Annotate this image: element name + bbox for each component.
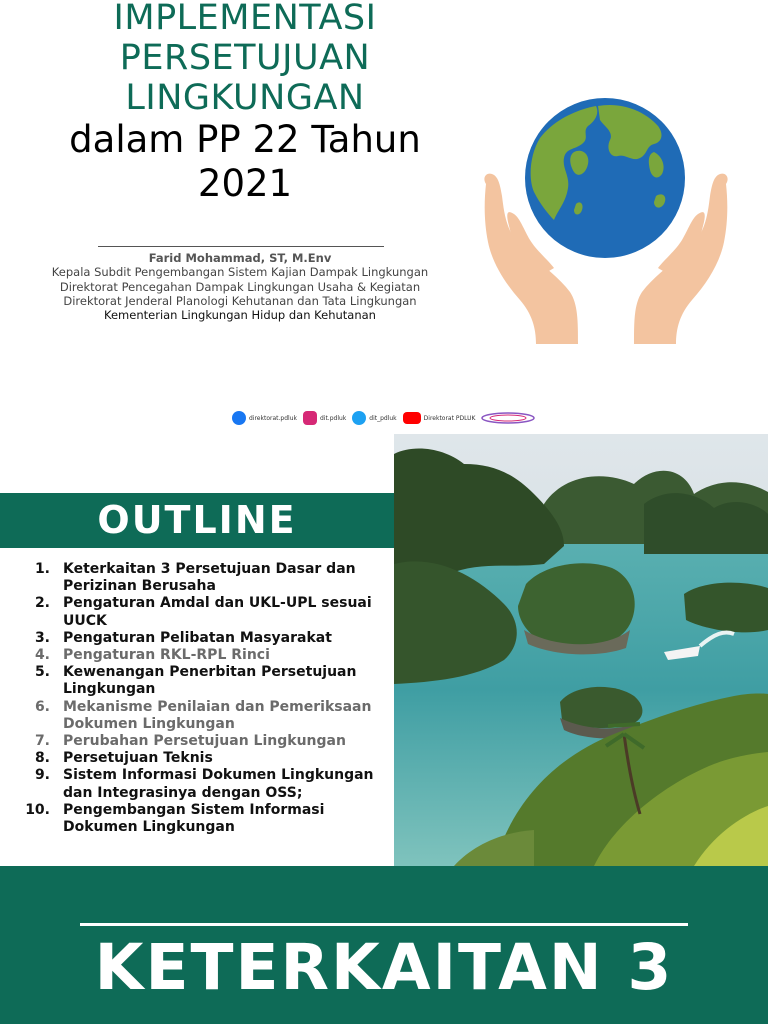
author-name: Farid Mohammad, ST, M.Env — [148, 251, 332, 265]
outline-item-2: 2. Pengaturan Amdal dan UKL-UPL sesuai UUCK — [34, 595, 372, 629]
island-landscape-photo — [394, 434, 768, 866]
title-line-1: IMPLEMENTASI — [113, 0, 377, 38]
outline-list — [0, 561, 394, 836]
instagram-icon — [303, 411, 317, 425]
outline-item-4: 4. Pengaturan RKL-RPL Rinci — [34, 647, 270, 664]
social-youtube[interactable]: Direktorat PDLUK — [403, 412, 476, 424]
outline-item-5: 5. Kewenangan Penerbitan Persetujuan Lingkungan — [34, 664, 357, 698]
outline-heading: OUTLINE — [97, 498, 297, 542]
outline-item-9: 9. Sistem Informasi Dokumen Lingkungan dan Integrasinya dengan OSS; — [34, 767, 374, 801]
brand-logo — [481, 412, 535, 424]
author-ministry: Kementerian Lingkungan Hidup dan Kehutanan — [104, 308, 376, 323]
outline-item-3: 3. Pengaturan Pelibatan Masyarakat — [34, 629, 332, 646]
title-line-2: PERSETUJUAN — [119, 38, 371, 78]
outline-slide — [0, 434, 768, 866]
subtitle-line-1: dalam PP 22 Tahun — [69, 118, 421, 161]
outline-item-1: 1. Keterkaitan 3 Persetujuan Dasar dan Perizinan Berusaha — [34, 561, 356, 595]
author-divider — [98, 246, 384, 247]
outline-item-7: 7. Perubahan Persetujuan Lingkungan — [34, 733, 346, 750]
twitter-icon — [352, 411, 366, 425]
section-divider — [80, 923, 688, 926]
author-directorate-general: Direktorat Jenderal Planologi Kehutanan dan Tata Lingkungan — [63, 293, 417, 308]
social-media-bar — [232, 408, 535, 428]
brand-logo-icon — [481, 412, 535, 424]
outline-item-10: 10. Pengembangan Sistem Informasi Dokumen Lingkungan — [25, 801, 325, 836]
social-instagram[interactable]: dit.pdluk — [303, 411, 346, 425]
section-title: KETERKAITAN 3 — [94, 931, 674, 1004]
slide-title — [0, 0, 490, 206]
globe-in-hands-illustration — [478, 92, 734, 344]
facebook-icon — [232, 411, 246, 425]
title-slide — [0, 0, 768, 435]
social-facebook[interactable]: direktorat.pdluk — [232, 411, 297, 425]
subtitle-line-2: 2021 — [197, 162, 293, 205]
outline-item-8: 8. Persetujuan Teknis — [34, 750, 213, 767]
author-position: Kepala Subdit Pengembangan Sistem Kajian Dampak Lingkungan — [51, 265, 429, 280]
youtube-icon — [403, 412, 421, 424]
outline-item-6: 6. Mekanisme Penilaian dan Pemeriksaan Dokumen Lingkungan — [34, 698, 372, 732]
title-line-3: LINGKUNGAN — [125, 78, 365, 118]
author-directorate: Direktorat Pencegahan Dampak Lingkungan Usaha & Kegiatan — [59, 279, 421, 294]
section-slide — [0, 866, 768, 1024]
social-twitter[interactable]: dit_pdluk — [352, 411, 396, 425]
author-info — [50, 251, 430, 322]
globe-icon — [525, 98, 685, 258]
